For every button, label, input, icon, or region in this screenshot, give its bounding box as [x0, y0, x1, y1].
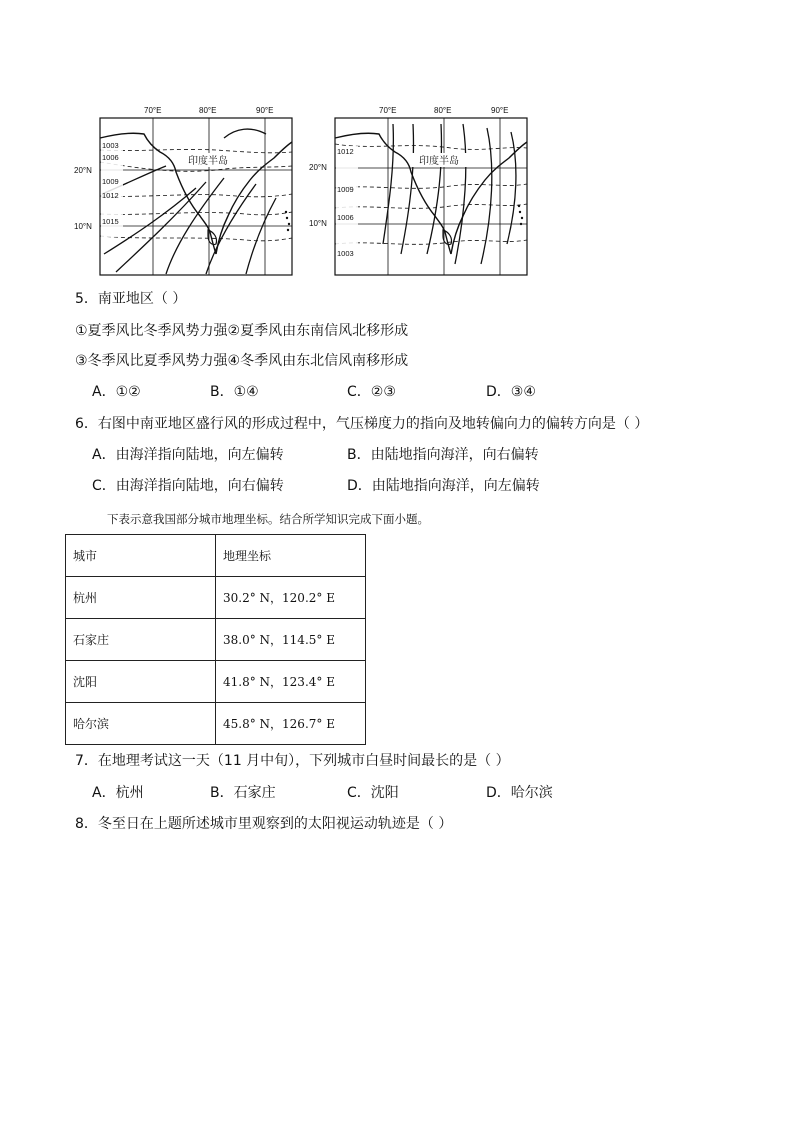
table-cell-coord: 45.8° N，126.7° E	[216, 703, 366, 745]
q5-option-c[interactable]: C．②③	[347, 384, 396, 400]
map-left-lon-90: 90°E	[256, 106, 274, 115]
q5-option-a[interactable]: A．①②	[92, 384, 141, 400]
map-right-lat-10: 10°N	[309, 219, 327, 228]
monsoon-map-right	[309, 104, 531, 279]
table-row	[66, 661, 366, 703]
table-cell-city: 哈尔滨	[66, 703, 216, 745]
q7-stem: 7．在地理考试这一天（11 月中旬），下列城市白昼时间最长的是（ ）	[75, 753, 510, 769]
map-right-lon-80: 80°E	[434, 106, 452, 115]
map-right-lon-90: 90°E	[491, 106, 509, 115]
map-right-isobar-1003: 1003	[337, 249, 354, 258]
map-left-isobar-1009: 1009	[102, 177, 119, 186]
q5-statement-1: ①夏季风比冬季风势力强②夏季风由东南信风北移形成	[75, 323, 409, 339]
q6-option-b[interactable]: B．由陆地指向海洋，向右偏转	[347, 447, 539, 463]
q5-statement-2: ③冬季风比夏季风势力强④冬季风由东北信风南移形成	[75, 353, 409, 369]
table-cell-coord: 41.8° N，123.4° E	[216, 661, 366, 703]
map-left-lon-80: 80°E	[199, 106, 217, 115]
city-coordinates-table	[65, 534, 366, 745]
map-right-lat-20: 20°N	[309, 163, 327, 172]
map-right-isobar-1012: 1012	[337, 147, 354, 156]
table-row	[66, 703, 366, 745]
table-header-coord: 地理坐标	[216, 535, 366, 577]
map-left-isobar-1015: 1015	[102, 217, 119, 226]
q5-option-b[interactable]: B．①④	[210, 384, 259, 400]
q7-option-b[interactable]: B．石家庄	[210, 785, 276, 801]
map-right-lon-70: 70°E	[379, 106, 397, 115]
q5-stem: 5．南亚地区（ ）	[75, 291, 187, 307]
map-left-lat-20: 20°N	[74, 166, 92, 175]
q7-option-a[interactable]: A．杭州	[92, 785, 144, 801]
map-left-lon-70: 70°E	[144, 106, 162, 115]
map-right-isobar-1006: 1006	[337, 213, 354, 222]
map-right-isobar-1009: 1009	[337, 185, 354, 194]
q6-option-c[interactable]: C．由海洋指向陆地，向右偏转	[92, 478, 284, 494]
q7-option-c[interactable]: C．沈阳	[347, 785, 399, 801]
map-right-region-label: 印度半岛	[419, 156, 459, 167]
q6-option-a[interactable]: A．由海洋指向陆地，向左偏转	[92, 447, 284, 463]
monsoon-map-left	[74, 104, 296, 279]
q7-option-d[interactable]: D．哈尔滨	[486, 785, 553, 801]
map-left-isobar-1012: 1012	[102, 191, 119, 200]
table-cell-coord: 38.0° N，114.5° E	[216, 619, 366, 661]
table-cell-coord: 30.2° N，120.2° E	[216, 577, 366, 619]
q8-stem: 8．冬至日在上题所述城市里观察到的太阳视运动轨迹是（ ）	[75, 816, 453, 832]
map-left-region-label: 印度半岛	[188, 156, 228, 167]
table-cell-city: 石家庄	[66, 619, 216, 661]
table-header-city: 城市	[66, 535, 216, 577]
table-cell-city: 沈阳	[66, 661, 216, 703]
map-left-lat-10: 10°N	[74, 222, 92, 231]
q6-stem: 6．右图中南亚地区盛行风的形成过程中，气压梯度力的指向及地转偏向力的偏转方向是（ ）	[75, 416, 649, 432]
map-left-isobar-1006: 1006	[102, 153, 119, 162]
map-left-isobar-1003: 1003	[102, 141, 119, 150]
table-row	[66, 577, 366, 619]
table-row	[66, 619, 366, 661]
q6-option-d[interactable]: D．由陆地指向海洋，向左偏转	[347, 478, 540, 494]
table-header-row	[66, 535, 366, 577]
q5-option-d[interactable]: D．③④	[486, 384, 536, 400]
table-cell-city: 杭州	[66, 577, 216, 619]
table-intro: 下表示意我国部分城市地理坐标。结合所学知识完成下面小题。	[107, 512, 429, 526]
